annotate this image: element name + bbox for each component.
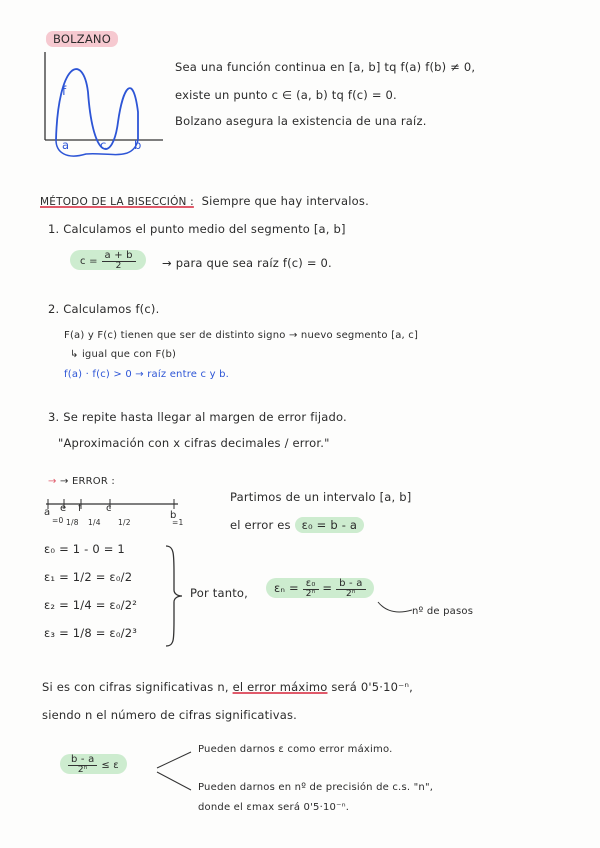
error-row-1: ε₁ = 1/2 = ε₀/2 (44, 570, 133, 584)
bound-formula: $\frac{b - a}{\text{2ⁿ}}$ ≤ ε (60, 754, 127, 776)
intro-line-2: existe un punto c ∈ (a, b) tq f(c) = 0. (175, 88, 397, 102)
step-2: 2. Calculamos f(c). (48, 302, 160, 316)
page-title: BOLZANO (46, 32, 118, 46)
step-1: 1. Calculamos el punto medio del segmento [a, b] (48, 222, 346, 236)
midpoint-formula: c = $\frac{a + b}{2}$ (70, 250, 146, 272)
pasos-text: nº de pasos (412, 606, 474, 617)
option-2: Pueden darnos en nº de precisión de c.s. "n", (198, 782, 434, 793)
axis-label-c: c (106, 503, 112, 514)
axis-label-f: f (78, 503, 82, 514)
step-2-line-3: f(a) · f(c) > 0 → raíz entre c y b. (64, 369, 230, 380)
axis-label-b: b (170, 510, 177, 521)
midpoint-tail: → para que sea raíz f(c) = 0. (162, 256, 332, 270)
step-2-line-2: ↳ igual que con F(b) (70, 349, 177, 360)
curly-brace (164, 544, 184, 648)
step-3: 3. Se repite hasta llegar al margen de error fijado. (48, 410, 347, 424)
axis-value-4: =1 (172, 518, 184, 527)
option-1: Pueden darnos ε como error máximo. (198, 744, 393, 755)
intro-line-3: Bolzano asegura la existencia de una raíz. (175, 114, 427, 128)
en-formula: εₙ = $\frac{\text{ε₀}}{\text{2ⁿ}}$ = $\frac{b - a}{\text{2ⁿ}}$ (266, 578, 374, 600)
partimos-text: Partimos de un intervalo [a, b] (230, 490, 412, 504)
sig-line-2: siendo n el número de cifras significativas. (42, 708, 298, 722)
axis-value-1: 1/8 (66, 518, 79, 527)
graph-c-label: c (100, 138, 107, 152)
error-row-3: ε₃ = 1/8 = ε₀/2³ (44, 626, 138, 640)
graph-f-label: f (62, 84, 67, 98)
axis-label-a: a (44, 507, 51, 518)
step-2-line-1: F(a) y F(c) tienen que ser de distinto signo → nuevo segmento [a, c] (64, 330, 419, 341)
sig-line-1: Si es con cifras significativas n, el error máximo será 0'5·10⁻ⁿ, (42, 680, 414, 694)
axis-value-2: 1/4 (88, 518, 101, 527)
pasos-arrow (376, 598, 416, 618)
graph-b-label: b (134, 138, 142, 152)
bolzano-graph (38, 52, 168, 172)
method-heading: MÉTODO DE LA BISECCIÓN : Siempre que hay intervalos. (40, 194, 369, 208)
axis-value-0: =0 (52, 516, 64, 525)
intro-line-1: Sea una función continua en [a, b] tq f(a) f(b) ≠ 0, (175, 60, 476, 74)
option-arrows (155, 748, 195, 798)
step-3-quote: "Aproximación con x cifras decimales / error." (58, 436, 330, 450)
axis-label-e: e (60, 503, 67, 514)
option-3: donde el εmax será 0'5·10⁻ⁿ. (198, 802, 350, 813)
axis-value-3: 1/2 (118, 518, 131, 527)
el-error-text: el error es ε₀ = b - a (230, 518, 364, 532)
error-heading: → → ERROR : (48, 476, 115, 487)
graph-a-label: a (62, 138, 70, 152)
error-row-0: ε₀ = 1 - 0 = 1 (44, 542, 125, 556)
por-tanto-text: Por tanto, (190, 586, 248, 600)
error-row-2: ε₂ = 1/4 = ε₀/2² (44, 598, 138, 612)
